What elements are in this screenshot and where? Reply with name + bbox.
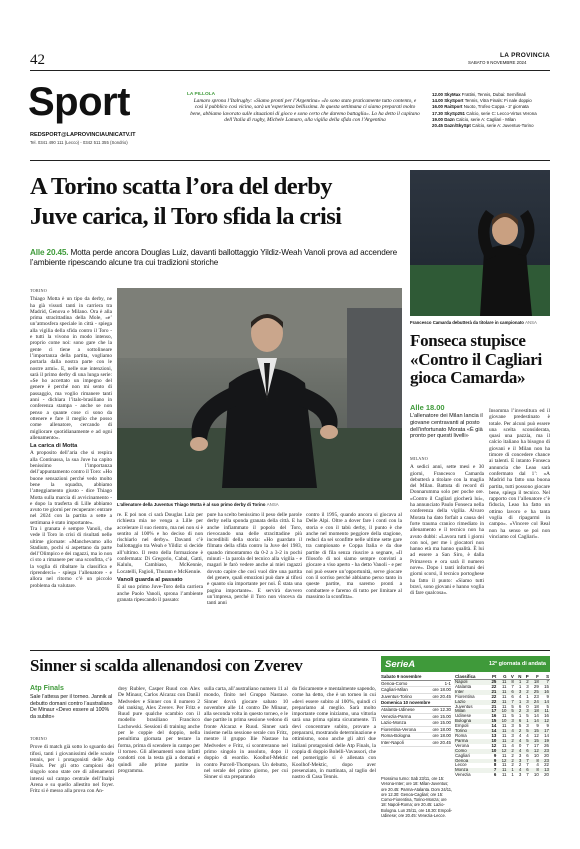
- standings-team: Napoli: [455, 679, 468, 684]
- standings-team: Bologna: [455, 718, 472, 724]
- player-illustration: [410, 170, 550, 316]
- fonseca-kicker: Alle 18.00: [410, 403, 445, 412]
- standings-value: 10: [533, 772, 539, 778]
- standings-value: 18: [533, 703, 539, 709]
- standings-header: P: [522, 674, 529, 680]
- camarda-photo: [410, 170, 550, 316]
- standings-value: 4: [518, 732, 522, 738]
- sinner-headline: Sinner si scalda allenandosi con Zverev: [30, 656, 303, 675]
- sinner-deck: Sale l’attesa per il torneo. Jannik al debutto domani contro l’australiano De Minaur «Devo essere al 100% da subito»: [30, 694, 113, 720]
- standings-value: 22: [491, 698, 497, 704]
- tv-time: 14.00: [432, 98, 445, 104]
- match-teams: Lazio-Monza: [381, 720, 407, 726]
- match-teams: Atalanta-Udinese: [381, 706, 415, 712]
- match-result: ore 18.00: [432, 733, 451, 739]
- standings-value: 5: [518, 723, 522, 729]
- standings-value: 6: [493, 772, 497, 778]
- standings-value: 10: [501, 718, 507, 724]
- standings-value: 16: [491, 713, 497, 719]
- tv-channel: SkySport: [444, 98, 465, 104]
- standings-team: Atalanta: [455, 683, 472, 689]
- fonseca-dateline: MILANO: [410, 456, 428, 461]
- match-row: [381, 707, 451, 714]
- standings-team: Torino: [455, 728, 467, 734]
- pillola-text: Lamaro sprona l’Italrugby: «Siamo pronti per l’Argentina» «Io sono stato praticamente tutto contento, e così il pubblico così vicino, sarà un’esperienza bellissima. In questa settimana ci siamo preparati molto bene, abbiamo lavorato sulle situazioni di gioco e sono certo che daremo battaglia». Lo ha detto il capitano dell’Italia di rugby, Michele Lamaro, alla vigilia della sfida con l’Argentina: [190, 98, 420, 124]
- tv-desc: Tennis, Vitra Finals: Fi nale doppio: [464, 98, 532, 104]
- standings-team: Empoli: [455, 723, 469, 729]
- seriea-header: [381, 656, 550, 672]
- match-result: ore 18.00: [432, 726, 451, 732]
- standings-value: 29: [533, 683, 539, 689]
- standings-team: Como: [455, 747, 467, 753]
- standings-value: 1: [526, 718, 529, 724]
- standings-value: 2: [511, 757, 514, 763]
- tv-desc: Calcio, serie C: Lecco-Virtus Verona: [466, 110, 537, 116]
- standings-value: 11: [501, 752, 507, 758]
- standings-value: 11: [501, 679, 507, 684]
- standings-value: 11: [501, 713, 507, 719]
- sinner-col3-text: sulla carta, all’australiano numero 11 al mondo, finito nel Gruppo Nastase. Sinner dovrà giocare sabato 10 novembre alle 14 contro De Minaur, alla seconda volta in questo torneo, e le due partite in prima sessione vedono di fronte Alcaraz e Ruud. Sinner sarà insieme nella sessione serale con Fritz, mentre il gruppo Ilie Nastase ha Medvedev e Fritz, si scontreranno nel primo singolo in assoluto, dopo il doppio di esordio. Koolhof-Mektic contro Purcell-Thompson. Un debutto, nel serale del primo giorno, per cui Sinner si sta preparando: [204, 686, 288, 781]
- standings-value: 6: [518, 718, 522, 724]
- coach-illustration: [117, 288, 402, 500]
- match-row: [381, 733, 451, 740]
- standings-team: Lazio: [455, 698, 466, 704]
- sinner-col1-text: Prove di match già sotto lo sguardo dei tifosi, tanti i giovanissimi delle scuole tennis, per i protagonisti delle Atp Finals. Per gli otto campioni del singolo sono state ore di allenamenti intensi sul campo centrale dell’Inalpi Arena e su quello allestito nel foyer. Fritz si è messo alla prova con An-: [30, 744, 114, 795]
- standings-value: 10: [491, 747, 497, 753]
- seriea-title: SerieA: [385, 658, 416, 670]
- standings-value: 3: [518, 757, 522, 763]
- fonseca-col1-text: A sedici anni, sette mesi e 30 giorni, Francesco Camarda debutterà a titolare con la maglia del Milan. Battuta di record di Donnarumma solo per poche ore. «Contro il Cagliari giocherà lui», ha annunciato Paulo Fonseca nella conferenza della vigilia. Alvaro Morata ha dato forfait a causa del forte trauma cranico rimediato in allenamento e il tecnico non ha avuto dubbi: «Lavora tutti i giorni con noi, per me i giocatori non hanno età ma hanno qualità. È lui ad essere a San Siro, è dalla Primavera e ora sarà il numero nove». Dopo i tanti infortuni dei giorni scorsi, il tecnico portoghese ha fatto il punto: «Siamo tutti bravi, sono giovani e hanno voglia di fare qualcosa».: [410, 464, 484, 597]
- standings-value: 5: [526, 728, 529, 734]
- standings-value: 2: [518, 728, 522, 734]
- motta-photo-caption: [117, 502, 402, 507]
- standings-value: 3: [526, 708, 529, 714]
- standings-value: 11: [501, 732, 507, 738]
- match-teams: Fiorentina-Verona: [381, 726, 416, 732]
- standings-value: 21: [491, 703, 497, 709]
- camarda-caption-text: Francesco Camarda debutterà da titolare in campionato: [410, 320, 524, 325]
- standings-value: 11: [501, 772, 507, 778]
- tv-desc: Calcio, serie A: Juventus-Torino: [472, 123, 534, 129]
- match-teams: Genoa-Como: [381, 680, 408, 686]
- fonseca-col-2: [489, 408, 550, 646]
- standings-value: 9: [536, 723, 539, 729]
- standings-value: 5: [526, 737, 529, 743]
- match-day: Sabato 9 novembre: [381, 674, 451, 681]
- match-result: 1-1: [444, 680, 451, 686]
- main-subhead-2: Vanoli guarda al passato: [117, 576, 183, 583]
- page-number: 42: [30, 52, 45, 68]
- standings-value: 3: [518, 688, 522, 694]
- standings-value: 1: [518, 698, 522, 704]
- standings-value: 24: [533, 698, 539, 704]
- standings-value: 11: [501, 737, 507, 743]
- match-row: [381, 694, 451, 701]
- standings-value: 15: [533, 728, 539, 734]
- standings-value: 10: [533, 752, 539, 758]
- standings-value: 14: [491, 728, 497, 734]
- main-col-5: [306, 512, 402, 645]
- standings-value: 6: [526, 752, 529, 758]
- main-col-4: [207, 512, 302, 645]
- standings-value: 5: [526, 713, 529, 719]
- standings-value: 11: [501, 683, 507, 689]
- standings-value: 3: [518, 772, 522, 778]
- standings-value: 13: [544, 767, 549, 773]
- sinner-col-1: [30, 736, 114, 844]
- standings-value: 0: [518, 742, 522, 748]
- standings-value: 2: [511, 752, 514, 758]
- tv-time: 20.45: [432, 123, 445, 129]
- tv-desc: Nuoto, Trofeo Coppa - 2’ giornata: [463, 104, 529, 110]
- standings-value: 12: [533, 732, 539, 738]
- standings-value: 7: [511, 683, 514, 689]
- standings-team: Inter: [455, 688, 464, 694]
- standings-value: 4: [518, 737, 522, 743]
- main-col1b-text: A proposito dell’aria che si respira alla Continassa, la sua Juve ha capito benissimo l’importanza dell’appuntamento contro il Toro: «Ho buone sensazioni perché vedo molto bene la squadra, abbiamo l’atteggiamento giusto - dice Thiago Motta sulla marcia di avvicinamento - e dopo la trasferta di Lille abbiamo avuto tre giorni per recuperare: entrare nel 2024 con la partita a sette a settimana è stato importante».: [30, 450, 112, 526]
- standings-value: 25: [533, 688, 539, 694]
- standings-value: 2: [526, 679, 529, 684]
- standings-value: 7: [493, 767, 497, 773]
- standings-value: 17: [544, 728, 549, 734]
- standings-team: Juventus: [455, 703, 473, 709]
- seriea-round: 12ª giornata di andata: [488, 661, 546, 667]
- main-col3b-text: E al suo primo Juve-Toro della carriera anche Paolo Vanoli, sprona l’ambiente granata ripescando il passato:: [117, 584, 203, 603]
- seriea-matches: [381, 674, 451, 778]
- standings-value: 4: [518, 767, 522, 773]
- standings-value: 3: [511, 718, 514, 724]
- standings-value: 15: [533, 737, 539, 743]
- camarda-caption-credit: ANSA: [525, 320, 537, 325]
- standings-value: 15: [544, 683, 549, 689]
- standings-value: 23: [544, 747, 549, 753]
- standings-header: F: [530, 674, 540, 680]
- standings-value: 10: [491, 737, 497, 743]
- standings-value: 5: [511, 708, 514, 714]
- section-title: Sport: [28, 80, 130, 124]
- standings-value: 5: [511, 713, 514, 719]
- standings-value: 3: [526, 683, 529, 689]
- standings-value: 2: [511, 737, 514, 743]
- standings-value: 16: [544, 713, 549, 719]
- standings-value: 4: [526, 732, 529, 738]
- standings-value: 17: [533, 742, 539, 748]
- fonseca-col-1: [410, 456, 484, 646]
- standings-value: 18: [533, 679, 539, 684]
- tv-item: [432, 123, 554, 129]
- standings-team: Cagliari: [455, 752, 470, 758]
- standings-value: 6: [526, 767, 529, 773]
- pillola-label: LA PILLOLA: [187, 92, 216, 97]
- standings-value: 5: [546, 703, 549, 709]
- standings-value: 14: [533, 718, 539, 724]
- standings-value: 20: [544, 752, 549, 758]
- standings-value: 2: [518, 708, 522, 714]
- standings-value: 11: [501, 728, 507, 734]
- standings-value: 3: [526, 723, 529, 729]
- match-row: [381, 687, 451, 694]
- sinner-col-2: [118, 686, 200, 844]
- match-teams: Cagliari-Milan: [381, 687, 408, 693]
- tv-channel: Dazn: [444, 116, 456, 122]
- main-headline-1: A Torino scatta l’ora del derby: [30, 173, 332, 200]
- standings-value: 23: [544, 757, 549, 763]
- tv-time: 16.00: [432, 104, 445, 110]
- fonseca-deck: L’allenatore dei Milan lancia il giovane centravanti al posto dell’infortunato Morata «È già pronto per questi livelli»: [410, 413, 483, 440]
- match-result: ore 15.00: [432, 713, 451, 719]
- standings-value: 4: [511, 742, 514, 748]
- tv-time: 17.30: [432, 110, 445, 116]
- seriea-next-round: Prossimo turno: Sab 23/11, ore 15: Verona-Inter; ore 18: Milan-Juventus; ore 20.45: Parma-Atalanta. Dom 24/11, ore 12.30: Genoa-Cagliari; ore 15: Como-Fiorentina, Torino-Monza; ore 18: Napoli-Roma; ore 20.45: Lazio-Bologna. Lun 25/11, ore 18.30: Empoli-Udinese; ore 20.45: Venezia-Lecce.: [381, 776, 453, 819]
- standings-value: 11: [501, 703, 507, 709]
- main-headline-2: Juve carica, il Toro sfida la crisi: [30, 203, 342, 230]
- main-dateline: TORINO: [30, 288, 47, 293]
- issue-date: SABATO 9 NOVEMBRE 2024: [468, 60, 527, 65]
- section-email: REDSPORT@LAPROVINCIAUNICATV.IT: [30, 132, 136, 138]
- standings-value: 9: [493, 752, 497, 758]
- standings-value: 10: [501, 708, 507, 714]
- fonseca-col2-text: Insomma l’investitura ed il giovane predestinato è totale. Per alcuni può essere una scelta sconsiderata, quasi una pazzia, ma il calcio italiano ha bisogno di giovani e il Milan non ha timore di concedere chance ai talenti. E intanto Fonseca annuncia che Leao sarà confermato dal 1’: «A Madrid ha fatto una buona partita, tutti possono giocare bene, spiega il tecnico. Nel rapporto con l’allenatore c’è fiducia, Leao ha fatto un ottimo lavoro e ha tanta voglia di ripagarmi in campo». «Vincere col Real non ha senso se poi non vinciamo col Cagliari».: [489, 408, 550, 540]
- standings-value: 8: [511, 679, 514, 684]
- match-teams: Inter-Napoli: [381, 739, 404, 745]
- standings-value: 26: [544, 742, 549, 748]
- match-row: [381, 727, 451, 734]
- standings-team: Milan: [455, 708, 466, 714]
- main-col-1: [30, 288, 112, 645]
- standings-value: 11: [501, 723, 507, 729]
- standings-value: 1: [526, 693, 529, 699]
- standings-value: 12: [533, 747, 539, 753]
- tv-channel: SkySp251: [444, 110, 467, 116]
- tv-desc: Frattini, Tennis, Dubai: Semifinali: [461, 92, 526, 97]
- standings-team: Verona: [455, 742, 469, 748]
- match-row: [381, 720, 451, 727]
- match-result: ore 15.00: [432, 720, 451, 726]
- main-deck: [30, 248, 402, 268]
- standings-value: 7: [526, 757, 529, 763]
- standings-value: 11: [501, 688, 507, 694]
- tv-listing: [432, 92, 554, 129]
- standings-value: 7: [526, 762, 529, 768]
- standings-value: 15: [491, 718, 497, 724]
- standings-header: S: [540, 674, 550, 680]
- seriea-box: [381, 656, 550, 846]
- standings-value: 14: [491, 723, 497, 729]
- match-teams: Juventus-Torino: [381, 693, 412, 699]
- standings-value: 9: [546, 723, 549, 729]
- standings-value: 1: [518, 679, 522, 684]
- standings-value: 8: [493, 762, 497, 768]
- match-result: ore 20.45: [432, 739, 451, 745]
- standings-team: Lecce: [455, 762, 467, 768]
- standings-team: Genoa: [455, 757, 469, 763]
- standings-row: [454, 773, 550, 778]
- match-result: ore 18.00: [432, 687, 451, 693]
- standings-value: 1: [518, 713, 522, 719]
- match-result: ore 20.45: [432, 693, 451, 699]
- main-col2-text: Tra i granata è sempre Vanoli, che vede il Toro in crisi di risultati nelle ultime giornate: «Manchevamo allo Stadium, pochi si aspettano da parte dell’Olimpico e dei ragazzi, ma io non ci sto a rimanere per una sconfitta, c’è la voglia di ribaltare la classifica e riprenderci» - spiega l’allenatore - e allora nel ritorno c’è un piccolo problema da valutare.: [30, 525, 112, 589]
- standings-value: 20: [544, 772, 549, 778]
- tv-channel: RaiSport: [444, 104, 464, 110]
- standings-value: 3: [518, 752, 522, 758]
- standings-value: 1: [511, 767, 514, 773]
- standings-value: 22: [491, 693, 497, 699]
- match-row: [381, 681, 451, 688]
- section-phones: Tel. 0341 490 111 (Lecco) - 0342 511 355 (Sondrio): [30, 140, 128, 145]
- standings-header: N: [515, 674, 523, 680]
- sinner-col-3: [204, 686, 288, 844]
- match-day: Domenica 10 novembre: [381, 700, 451, 707]
- standings-value: 11: [544, 708, 549, 714]
- standings-team: Roma: [455, 732, 467, 738]
- standings-value: 7: [526, 772, 529, 778]
- standings-value: 3: [511, 732, 514, 738]
- standings-value: 22: [544, 762, 549, 768]
- caption-text: L’allenatore della Juventus Thiago Motta è al suo primo derby di Torino: [117, 502, 266, 507]
- standings-value: 2: [526, 688, 529, 694]
- standings-value: 4: [518, 747, 522, 753]
- sinner-col4-text: do fisicamente e mentalmente sapendo, come ha detto, che è un torneo in cui «devi essere subito al 100%, quindi ci prepariamo al meglio. Sarà molto importante come iniziamo, una vittoria sarà una prima spinta sicuramente. Ti devi concentrare subito, provare a prepararsi, mostrando determinazione e ottimismo, sono anche gli altri due italiani protagonisti delle Atp Finals, la coppia di doppio Bolelli-Vavassori, che nel pomeriggio si è allenata con Koolhof-Mektic, dopo aver presenziato, in mattinata, al taglio del nastro di Casa Tennis.: [292, 686, 376, 781]
- main-col3-text: re. E poi non ci sarà Douglas Luiz per richiesta mia ne venga a Lille per accelerare il suo rientro, ma nei non si è sentito al 100% e ho deciso di non rischiarlo nel derby». Davanti c’è ballottaggio tra Weah e Yildiz: si decide all’ultimo. Il resto della formazione è confermata: Di Gregorio, Cabal, Gatti, Kalulu, Cambiaso, McKennie, Locatelli, Fagioli, Thuram e McKennie.: [117, 512, 203, 575]
- paper-name: LA PROVINCIA: [500, 52, 550, 59]
- standings-value: 5: [511, 703, 514, 709]
- main-col1-text: Thiago Motta è un tipo da derby, ne ha già vissuti tanti in carriera tra Madrid, Genova e Milano. Ora è alla prima stracittadina della Mole, «e’ un’atmosfera speciale in città - spiega alla vigilia della sfida contro il Toro - e tutti la vivono in modo intenso, proprio come noi: sono gare che la gente ci tiene a sottolineare l’importanza della partita, vogliamo portarla dalla nostra parte con le nostre armi». E, nelle sue intenzioni, sarà il primo derby di una lunga serie: «Se ho accettato un impegno del genere è perché non mi sento di passaggio, ma voglio rimanere tanti anni - dichiara l’italo-brasiliano in conferenza stampa - anche se non penso a quante cose ci sono da ottenere e fare il meglio che posso come allenatore, cercando di migliorare quotidianamente e ad ogni allenamento».: [30, 296, 112, 441]
- standings-value: 11: [501, 693, 507, 699]
- standings-value: 6: [511, 693, 514, 699]
- tv-channel: SkyMax: [444, 92, 462, 97]
- standings-team: Udinese: [455, 713, 472, 719]
- standings-value: 22: [491, 683, 497, 689]
- standings-value: 14: [533, 713, 539, 719]
- standings-header: G: [497, 674, 507, 680]
- standings-value: 4: [518, 693, 522, 699]
- sinner-col-4: [292, 686, 376, 844]
- caption-credit: ANSA: [266, 502, 279, 507]
- match-row: [381, 714, 451, 721]
- main-deck-text: Motta perde ancora Douglas Luiz, davanti ballottaggio Yildiz-Weah Vanoli prova ad accendere l’ambiente ripescando alcune tra cui tradizioni storiche: [30, 248, 398, 267]
- standings-value: 14: [544, 698, 549, 704]
- standings-value: 9: [546, 693, 549, 699]
- standings-header: Pt: [487, 674, 497, 680]
- match-row: [381, 740, 451, 747]
- standings-value: 6: [518, 703, 522, 709]
- standings-value: 12: [491, 742, 497, 748]
- fonseca-headline: Fonseca stupisce «Contro il Cagliari gioca Camarda»: [410, 331, 542, 387]
- tv-channel: Dazn/SkySpt: [444, 123, 473, 129]
- main-col5-text: contro il 1995, quando ancora si giocava al Delle Alpi. Oltre a dover fare i conti con la storia e con il tabù derby, il punto è che anche nel momento peggiore della stagione, reduci da sei sconfitte nelle ultime sette gare tra campionato e Coppa Italia e da due partite di fila senza riuscire a segnare, «Il filosofo di noi siamo sempre convinti a giocare a viso aperto - ha detto Vanoli - e per noi può essere un’opportunità, serve giocare con il sorriso perché abbiamo perso tanto in queste partite, ma saremo pronti a combattere e faremo di tutto per limitare al massimo la sconfitta».: [306, 512, 402, 600]
- sinner-dateline: TORINO: [30, 736, 47, 741]
- standings-value: 17: [491, 708, 497, 714]
- standings-value: 11: [501, 767, 507, 773]
- main-kicker: Alle 20.45.: [30, 248, 69, 257]
- tv-desc: Calcio, serie A: Cagliari - Milan: [455, 116, 516, 122]
- sinner-col2-text: drey Rublev, Casper Ruud con Alex De Minaur, Carlos Alcaraz con Daniil Medvedev e Sinner con il numero 2 del ranking, Alex Zverev. Per Fritz e Ruud pure qualche scambio con il modello brasiliano Francisco Lachowski. Sessioni di training anche per le coppie del doppio, nella penultima giornata per testare la forma, prima di scendere in campo per il torneo. Gli allenamenti sono infatti condotti con la testa già a domani e quindi alle prime partite in programma.: [118, 686, 200, 774]
- main-col4-text: pure ha scelto benissimo il peso delle parole derby nella sponda granata della città. E ha anche infiammato il popolo del Toro, rievocando una delle stracittadine più incredibili della storia: «Ho guardato il filmato della sfida contro la Juve del 1983, quando rimontammo da 0-2 a 3-2 in pochi minuti - la parola del tecnico alla vigilia - e magari le farò vedere anche ai miei ragazzi dovuto capire che così vuol dire una partita del genere, quali emozioni può dare ai tifosi e quanto sia importante per noi. È stata una pagina importante». E servirà davvero un’impresa, perché il Toro non vinceva da tanti anni: [207, 512, 302, 607]
- standings-value: 3: [526, 698, 529, 704]
- camarda-photo-caption: [410, 320, 550, 325]
- standings-value: 9: [493, 757, 497, 763]
- standings-value: 11: [501, 742, 507, 748]
- standings-value: 25: [491, 679, 497, 684]
- standings-value: 2: [511, 747, 514, 753]
- standings-value: 0: [526, 703, 529, 709]
- sinner-kicker: Atp Finals: [30, 685, 64, 692]
- tv-time: 19.00: [432, 116, 445, 122]
- standings-value: 8: [536, 767, 539, 773]
- tv-time: 12.00: [432, 92, 445, 97]
- standings-value: 7: [526, 742, 529, 748]
- standings-value: 12: [544, 718, 549, 724]
- standings-value: 2: [518, 762, 522, 768]
- standings-value: 14: [544, 732, 549, 738]
- main-subhead-1: La carica di Motta: [30, 443, 78, 450]
- standings-value: 13: [491, 732, 497, 738]
- standings-value: 21: [491, 688, 497, 694]
- standings-value: 16: [544, 688, 549, 694]
- standings-value: 6: [526, 747, 529, 753]
- standings-value: 2: [511, 762, 514, 768]
- main-col-3: [117, 512, 203, 645]
- standings-value: 6: [511, 688, 514, 694]
- standings-value: 11: [501, 698, 507, 704]
- standings-team: Venezia: [455, 772, 471, 778]
- standings-team: Parma: [455, 737, 468, 743]
- standings-value: 4: [511, 728, 514, 734]
- standings-value: 12: [501, 757, 507, 763]
- match-teams: Venezia-Parma: [381, 713, 412, 719]
- standings-team: Fiorentina: [455, 693, 475, 699]
- standings-header: Classifica: [454, 674, 487, 680]
- standings-value: 3: [511, 723, 514, 729]
- standings-value: 1: [511, 772, 514, 778]
- standings-value: 12: [501, 747, 507, 753]
- standings-header: V: [508, 674, 515, 680]
- standings-value: 19: [544, 737, 549, 743]
- standings-value: 4: [536, 762, 539, 768]
- match-teams: Roma-Bologna: [381, 733, 411, 739]
- standings-team: Monza: [455, 767, 469, 773]
- standings-value: 8: [536, 757, 539, 763]
- standings-value: 1: [518, 683, 522, 689]
- match-result: ore 12.30: [432, 706, 451, 712]
- motta-photo: [117, 288, 402, 500]
- standings-value: 23: [533, 693, 539, 699]
- standings-value: 7: [546, 679, 549, 684]
- seriea-standings: [454, 674, 550, 778]
- standings-value: 18: [533, 708, 539, 714]
- standings-value: 11: [501, 762, 507, 768]
- standings-value: 7: [511, 698, 514, 704]
